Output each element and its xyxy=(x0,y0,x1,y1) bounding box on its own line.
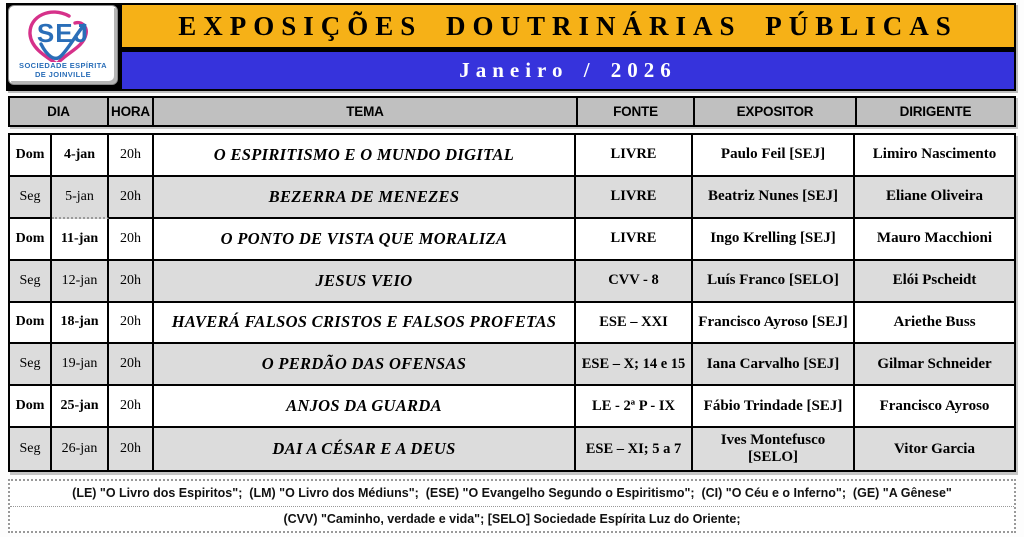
date-cell: 19-jan xyxy=(52,344,109,386)
tema-cell: DAI A CÉSAR E A DEUS xyxy=(154,428,576,470)
dirigente-cell: Ariethe Buss xyxy=(855,303,1014,345)
expositor-cell: Beatriz Nunes [SEJ] xyxy=(693,177,855,219)
dirigente-cell: Eliane Oliveira xyxy=(855,177,1014,219)
day-cell: Dom xyxy=(10,386,52,428)
legend-line-1: (LE) "O Livro dos Espiritos"; (LM) "O Livro dos Médiuns"; (ESE) "O Evangelho Segundo o Espiritismo"; (CI) "O Céu e o Inferno"; (GE) "A Gênese" xyxy=(10,481,1014,507)
logo-org-line2: DE JOINVILLE xyxy=(34,69,92,79)
hora-cell: 20h xyxy=(109,177,154,219)
table-row xyxy=(10,428,1014,470)
expositor-cell: Ingo Krelling [SEJ] xyxy=(693,219,855,261)
col-header-dirigente: DIRIGENTE xyxy=(855,98,1014,125)
schedule-table xyxy=(8,133,1016,472)
hora-cell: 20h xyxy=(109,261,154,303)
day-cell: Dom xyxy=(10,303,52,345)
expositor-cell: Francisco Ayroso [SEJ] xyxy=(693,303,855,345)
day-cell: Seg xyxy=(10,177,52,219)
tema-cell: JESUS VEIO xyxy=(154,261,576,303)
date-cell: 12-jan xyxy=(52,261,109,303)
dirigente-cell: Vitor Garcia xyxy=(894,440,975,457)
tema-cell: BEZERRA DE MENEZES xyxy=(154,177,576,219)
date-cell: 5-jan xyxy=(52,177,109,219)
legend-box xyxy=(8,479,1016,533)
page-title: EXPOSIÇÕES DOUTRINÁRIAS PÚBLICAS xyxy=(178,10,958,41)
col-header-expositor: EXPOSITOR xyxy=(693,98,855,125)
heart-icon xyxy=(17,8,109,62)
hora-cell: 20h xyxy=(109,344,154,386)
expositor-cell: Luís Franco [SELO] xyxy=(693,261,855,303)
table-header-row xyxy=(8,96,1016,127)
table-row xyxy=(10,219,1014,261)
dirigente-cell: Gilmar Schneider xyxy=(855,344,1014,386)
fonte-cell: LIVRE xyxy=(576,219,693,261)
date-cell: 25-jan xyxy=(52,386,109,428)
fonte-cell: CVV - 8 xyxy=(576,261,693,303)
table-row xyxy=(10,386,1014,428)
month-label: Janeiro / 2026 xyxy=(459,58,677,83)
col-header-fonte: FONTE xyxy=(576,98,693,125)
day-cell: Seg xyxy=(10,344,52,386)
logo-org-line1: SOCIEDADE ESPÍRITA xyxy=(19,61,107,70)
hora-cell: 20h xyxy=(109,386,154,428)
hora-cell: 20h xyxy=(109,219,154,261)
day-cell: Dom xyxy=(10,219,52,261)
legend-line-2: (CVV) "Caminho, verdade e vida"; [SELO] Sociedade Espírita Luz do Oriente; xyxy=(283,511,741,526)
hora-cell: 20h xyxy=(109,303,154,345)
tema-cell: O PONTO DE VISTA QUE MORALIZA xyxy=(154,219,576,261)
tema-cell: O PERDÃO DAS OFENSAS xyxy=(154,344,576,386)
expositor-cell: Fábio Trindade [SEJ] xyxy=(693,386,855,428)
fonte-cell: LE - 2ª P - IX xyxy=(576,386,693,428)
col-header-hora: HORA xyxy=(107,98,152,125)
masthead xyxy=(6,3,1016,91)
dirigente-cell: Limiro Nascimento xyxy=(855,135,1014,177)
col-header-dia: DIA xyxy=(47,104,70,119)
logo-acronym: SEJ xyxy=(36,18,90,48)
date-cell: 4-jan xyxy=(52,135,109,177)
hora-cell: 20h xyxy=(109,428,154,470)
day-cell: Seg xyxy=(10,261,52,303)
expositor-cell: Ives Montefusco [SELO] xyxy=(693,428,855,470)
date-cell: 18-jan xyxy=(52,303,109,345)
date-cell: 26-jan xyxy=(52,428,109,470)
fonte-cell: LIVRE xyxy=(576,135,693,177)
table-row xyxy=(10,344,1014,386)
tema-cell: ANJOS DA GUARDA xyxy=(154,386,576,428)
date-cell: 11-jan xyxy=(52,219,109,261)
title-band xyxy=(122,5,1014,47)
dirigente-cell: Francisco Ayroso xyxy=(855,386,1014,428)
table-row xyxy=(10,177,1014,219)
tema-cell: O ESPIRITISMO E O MUNDO DIGITAL xyxy=(154,135,576,177)
expositor-cell: Paulo Feil [SEJ] xyxy=(693,135,855,177)
sej-logo xyxy=(8,5,118,85)
dirigente-cell: Elói Pscheidt xyxy=(855,261,1014,303)
table-row xyxy=(10,135,1014,177)
col-header-tema: TEMA xyxy=(152,98,576,125)
fonte-cell: ESE – X; 14 e 15 xyxy=(576,344,693,386)
header-bands xyxy=(120,3,1016,91)
day-cell: Dom xyxy=(10,135,52,177)
table-row xyxy=(10,303,1014,345)
tema-cell: HAVERÁ FALSOS CRISTOS E FALSOS PROFETAS xyxy=(154,303,576,345)
month-band xyxy=(122,52,1014,89)
fonte-cell: ESE – XI; 5 a 7 xyxy=(576,428,693,470)
fonte-cell: ESE – XXI xyxy=(576,303,693,345)
fonte-cell: LIVRE xyxy=(576,177,693,219)
expositor-cell: Iana Carvalho [SEJ] xyxy=(693,344,855,386)
hora-cell: 20h xyxy=(109,135,154,177)
table-row xyxy=(10,261,1014,303)
dirigente-cell: Mauro Macchioni xyxy=(855,219,1014,261)
day-cell: Seg xyxy=(10,428,52,470)
